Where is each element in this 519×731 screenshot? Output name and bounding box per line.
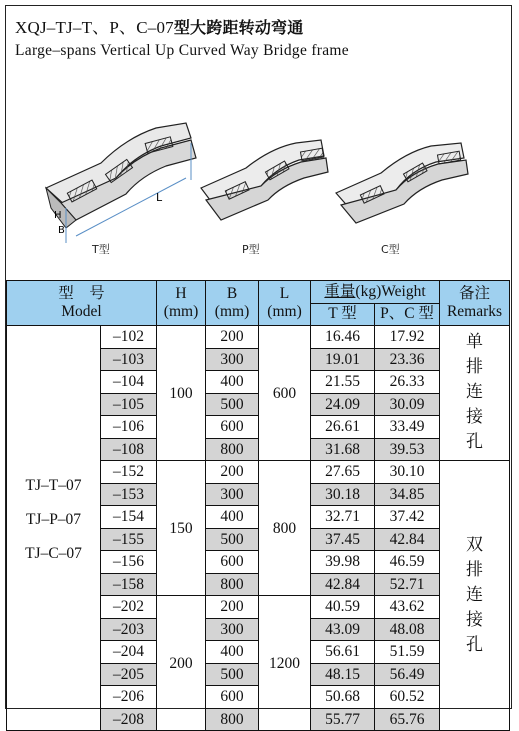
page-title (15, 13, 303, 38)
header-h-unit: (mm) (163, 303, 199, 320)
header-l (259, 281, 311, 326)
header-model-cn: 型 号 (58, 285, 105, 302)
b-cell: 400 (206, 641, 259, 664)
l-cell: 1200 (259, 596, 311, 731)
page-subtitle: Large–spans Vertical Up Curved Way Bridge frame (15, 42, 349, 59)
b-cell: 400 (206, 506, 259, 529)
suffix-cell: –205 (101, 663, 157, 686)
pc-weight-cell: 34.85 (375, 483, 440, 506)
t-weight-cell: 21.55 (311, 371, 375, 394)
header-weight (311, 281, 440, 304)
b-cell: 300 (206, 483, 259, 506)
b-cell: 800 (206, 708, 259, 731)
suffix-cell: –203 (101, 618, 157, 641)
suffix-cell: –103 (101, 348, 157, 371)
suffix-cell: –155 (101, 528, 157, 551)
table-row (7, 326, 510, 349)
suffix-cell: –204 (101, 641, 157, 664)
pc-weight-cell: 30.09 (375, 393, 440, 416)
pc-weight-cell: 51.59 (375, 641, 440, 664)
t-weight-cell: 16.46 (311, 326, 375, 349)
pc-weight-cell: 52.71 (375, 573, 440, 596)
t-weight-cell: 40.59 (311, 596, 375, 619)
model-name: TJ–C–07 (25, 544, 82, 562)
p-type-drawing (201, 140, 328, 220)
t-weight-cell: 39.98 (311, 551, 375, 574)
t-weight-cell: 37.45 (311, 528, 375, 551)
pc-weight-cell: 48.08 (375, 618, 440, 641)
b-cell: 200 (206, 326, 259, 349)
header-l-unit: (mm) (267, 303, 302, 320)
t-weight-cell: 26.61 (311, 416, 375, 439)
suffix-cell: –156 (101, 551, 157, 574)
suffix-cell: –154 (101, 506, 157, 529)
pc-weight-cell: 33.49 (375, 416, 440, 439)
pc-weight-cell: 39.53 (375, 438, 440, 461)
pc-weight-cell: 23.36 (375, 348, 440, 371)
model-cell-blank (7, 326, 101, 461)
t-weight-cell: 19.01 (311, 348, 375, 371)
b-cell: 400 (206, 371, 259, 394)
caption-t-type: T型 (92, 243, 110, 256)
header-weight-en: (kg)Weight (355, 282, 426, 300)
b-cell: 300 (206, 618, 259, 641)
l-cell: 800 (259, 461, 311, 596)
suffix-cell: –108 (101, 438, 157, 461)
pc-weight-cell: 37.42 (375, 506, 440, 529)
pc-weight-cell: 46.59 (375, 551, 440, 574)
caption-p-type: P型 (242, 243, 260, 256)
pc-weight-cell: 30.10 (375, 461, 440, 484)
caption-c-type: C型 (381, 243, 400, 256)
pc-weight-cell: 26.33 (375, 371, 440, 394)
header-b (206, 281, 259, 326)
spec-table (6, 280, 510, 731)
pc-weight-cell: 17.92 (375, 326, 440, 349)
header-model (7, 281, 157, 326)
b-cell: 600 (206, 551, 259, 574)
b-cell: 600 (206, 686, 259, 709)
table-row (7, 461, 510, 484)
t-weight-cell: 31.68 (311, 438, 375, 461)
pc-weight-cell: 60.52 (375, 686, 440, 709)
t-weight-cell: 50.68 (311, 686, 375, 709)
dim-label-h: H (54, 210, 62, 221)
header-b-unit: (mm) (214, 303, 250, 320)
pc-weight-cell: 65.76 (375, 708, 440, 731)
t-weight-cell: 30.18 (311, 483, 375, 506)
b-cell: 600 (206, 416, 259, 439)
title-code: XQJ–TJ–T、P、C–07 (15, 18, 174, 37)
b-cell: 800 (206, 573, 259, 596)
suffix-cell: –153 (101, 483, 157, 506)
b-cell: 200 (206, 461, 259, 484)
remark-single-cell: 单 排 连 接 孔 (440, 326, 510, 461)
header-weight-cn: 重量 (324, 282, 356, 300)
t-weight-cell: 27.65 (311, 461, 375, 484)
t-weight-cell: 43.09 (311, 618, 375, 641)
pc-weight-cell: 43.62 (375, 596, 440, 619)
pc-weight-cell: 42.84 (375, 528, 440, 551)
header-h-label: H (175, 285, 187, 302)
b-cell: 800 (206, 438, 259, 461)
suffix-cell: –102 (101, 326, 157, 349)
header-model-en: Model (61, 303, 102, 320)
t-weight-cell: 42.84 (311, 573, 375, 596)
l-cell: 600 (259, 326, 311, 461)
b-cell: 500 (206, 393, 259, 416)
t-weight-cell: 56.61 (311, 641, 375, 664)
model-cell (7, 461, 101, 731)
header-b-label: B (226, 285, 238, 302)
suffix-cell: –105 (101, 393, 157, 416)
h-cell: 150 (157, 461, 206, 596)
product-figure (6, 68, 512, 280)
b-cell: 500 (206, 528, 259, 551)
b-cell: 500 (206, 663, 259, 686)
t-weight-cell: 32.71 (311, 506, 375, 529)
header-remarks-cn: 备注 (459, 285, 491, 302)
remark-double-cell: 双 排 连 接 孔 (440, 461, 510, 731)
pc-weight-cell: 56.49 (375, 663, 440, 686)
t-type-drawing (46, 123, 196, 243)
dim-label-l: L (156, 191, 163, 204)
header-t-type: T 型 (311, 303, 375, 326)
spec-table-body (7, 326, 510, 731)
suffix-cell: –152 (101, 461, 157, 484)
b-cell: 300 (206, 348, 259, 371)
t-weight-cell: 24.09 (311, 393, 375, 416)
header-remarks (440, 281, 510, 326)
title-cn: 型大跨距转动弯通 (173, 18, 304, 37)
suffix-cell: –206 (101, 686, 157, 709)
header-h (157, 281, 206, 326)
suffix-cell: –208 (101, 708, 157, 731)
h-cell: 200 (157, 596, 206, 731)
t-weight-cell: 48.15 (311, 663, 375, 686)
suffix-cell: –202 (101, 596, 157, 619)
suffix-cell: –158 (101, 573, 157, 596)
suffix-cell: –104 (101, 371, 157, 394)
b-cell: 200 (206, 596, 259, 619)
suffix-cell: –106 (101, 416, 157, 439)
header-remarks-en: Remarks (446, 303, 503, 320)
header-l-label: L (279, 285, 290, 302)
model-name: TJ–T–07 (25, 476, 82, 494)
c-type-drawing (336, 143, 468, 223)
model-name: TJ–P–07 (25, 510, 82, 528)
h-cell: 100 (157, 326, 206, 461)
dim-label-b: B (58, 225, 65, 236)
t-weight-cell: 55.77 (311, 708, 375, 731)
header-pc-type: P、C 型 (375, 303, 440, 326)
